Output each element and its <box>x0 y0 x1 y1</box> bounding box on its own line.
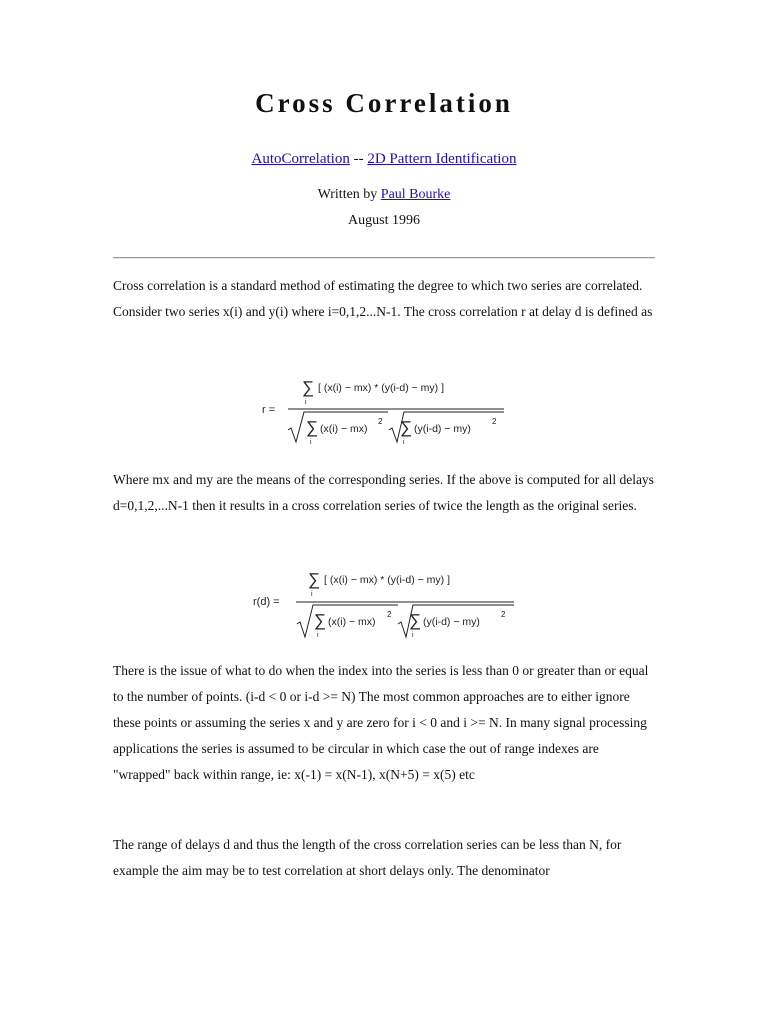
denominator-right-text: (y(i-d) − my) <box>414 423 471 435</box>
denominator-sum-right: ∑ <box>400 418 413 437</box>
numerator-sum-index: i <box>311 591 313 598</box>
denominator-index-left: i <box>317 632 319 639</box>
denominator-right-text: (y(i-d) − my) <box>423 616 480 628</box>
denominator-right-exp: 2 <box>501 610 506 619</box>
denominator-sum-left: ∑ <box>306 418 319 437</box>
denominator-right-exp: 2 <box>492 417 497 426</box>
numerator-text: [ (x(i) − mx) * (y(i-d) − my) ] <box>324 574 450 586</box>
denominator-left-text: (x(i) − mx) <box>320 423 368 435</box>
formula-cross-correlation-delay <box>250 564 525 646</box>
paragraph-boundary-issue: There is the issue of what to do when the index into the series is less than 0 or greater than or equal to the number of points. (i-d < 0 or i-d >= N) The most common approaches are to either ignore these points or assuming the series x and y are zero for i < 0 and i >= N. In many signal processing applications the series is assumed to be circular in which case the out of range indexes are "wrapped" back within range, ie: x(-1) = x(N-1), x(N+5) = x(5) etc <box>113 663 649 782</box>
formula-lhs: r(d) = <box>253 596 280 608</box>
numerator-sum-symbol: ∑ <box>308 570 321 589</box>
denominator-left-exp: 2 <box>387 610 392 619</box>
formula-lhs: r = <box>262 404 276 416</box>
horizontal-divider <box>113 257 655 259</box>
formula-cross-correlation <box>258 372 518 452</box>
paragraph-means: Where mx and my are the means of the corresponding series. If the above is computed for all delays d=0,1,2,...N-1 then it results in a cross correlation series of twice the length as the original series. <box>113 472 654 513</box>
denominator-sum-right: ∑ <box>409 611 422 630</box>
page-title: Cross Correlation <box>255 88 513 118</box>
denominator-index-right: i <box>412 632 414 639</box>
link-separator: -- <box>349 151 368 167</box>
paragraph-delay-range: The range of delays d and thus the length of the cross correlation series can be less than N, for example the aim may be to test correlation at short delays only. The denominator <box>113 837 622 878</box>
denominator-left-text: (x(i) − mx) <box>328 616 376 628</box>
numerator-sum-symbol: ∑ <box>302 378 315 397</box>
autocorrelation-link[interactable]: AutoCorrelation <box>251 151 350 167</box>
pattern-identification-link[interactable]: 2D Pattern Identification <box>367 151 517 167</box>
denominator-index-left: i <box>310 439 312 446</box>
publish-date: August 1996 <box>348 213 420 228</box>
byline-prefix: Written by <box>317 187 381 202</box>
author-line <box>0 187 768 203</box>
author-link[interactable]: Paul Bourke <box>380 187 451 202</box>
denominator-index-right: i <box>403 439 405 446</box>
denominator-left-exp: 2 <box>378 417 383 426</box>
related-links <box>0 151 768 168</box>
numerator-text: [ (x(i) − mx) * (y(i-d) − my) ] <box>318 382 444 394</box>
numerator-sum-index: i <box>305 399 307 406</box>
paragraph-intro: Cross correlation is a standard method of estimating the degree to which two series are correlated. Consider two series x(i) and y(i) where i=0,1,2...N-1. The cross correlation r at delay d is defined as <box>113 278 653 319</box>
denominator-sum-left: ∑ <box>314 611 327 630</box>
